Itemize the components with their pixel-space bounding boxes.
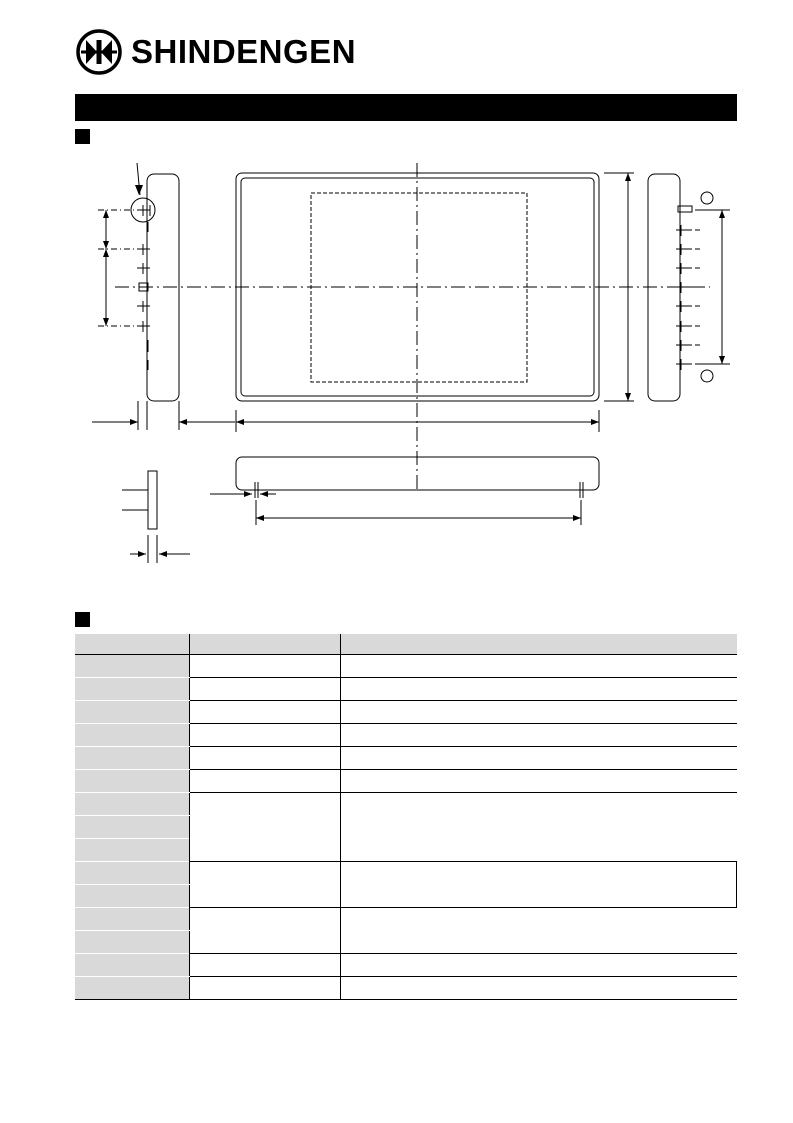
spec-header-cell — [189, 634, 340, 655]
table-row — [75, 770, 737, 793]
brand-name: SHINDENGEN — [131, 33, 357, 70]
table-row — [75, 793, 737, 816]
table-row — [75, 701, 737, 724]
table-row — [75, 908, 737, 931]
table-row — [75, 977, 737, 1000]
spec-header-cell — [340, 634, 737, 655]
spec-header-cell — [75, 634, 189, 655]
spec-table-header — [75, 634, 737, 655]
pin-detail-body — [148, 471, 157, 529]
table-row — [75, 724, 737, 747]
table-row — [75, 655, 737, 678]
table-row — [75, 954, 737, 977]
pin-number-marker-1 — [701, 192, 713, 204]
table-row — [75, 862, 737, 885]
pin-number-marker-2 — [701, 370, 713, 382]
section-marker-spec — [75, 612, 90, 627]
table-row — [75, 678, 737, 701]
table-row — [75, 747, 737, 770]
spec-table — [75, 634, 737, 1000]
